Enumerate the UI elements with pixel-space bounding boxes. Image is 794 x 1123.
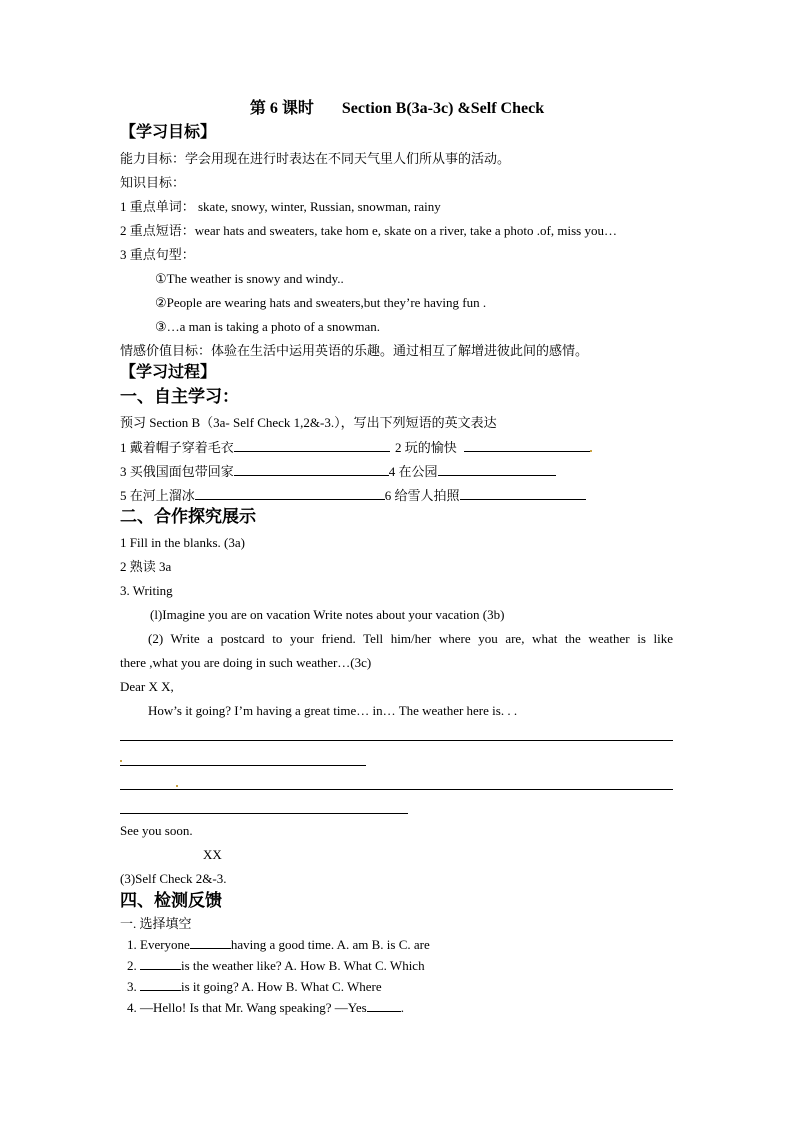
key-sentence-1: ①The weather is snowy and windy.. (155, 271, 344, 286)
writing-line-4 (120, 813, 408, 814)
lesson-number: 第 6 课时 (249, 100, 314, 117)
key-words: 1 重点单词： skate, snowy, winter, Russian, snowman, rainy (120, 199, 441, 214)
task-2: 2 熟读 3a (120, 559, 172, 574)
emotion-goal: 情感价值目标：体验在生活中运用英语的乐趣。通过相互了解增进彼此间的感情。 (120, 343, 589, 358)
phrase-6: 6 给雪人拍照 (384, 488, 460, 503)
ability-goal: 能力目标：学会用现在进行时表达在不同天气里人们所从事的活动。 (120, 151, 511, 166)
question-2-options: is the weather like? A. How B. What C. Which (181, 958, 425, 973)
question-4-end: . (400, 1000, 404, 1015)
phrase-3-blank (234, 462, 389, 476)
ink-speck (176, 785, 178, 787)
task-3: 3. Writing (120, 583, 173, 598)
writing-line-1 (120, 740, 673, 741)
feedback-header: 四、检测反馈 (120, 891, 222, 910)
phrase-5: 5 在河上溜冰 (120, 488, 195, 503)
question-2-blank (140, 956, 181, 970)
postcard-body: How’s it going? I’m having a great time… in… The weather here is. . . (148, 703, 518, 718)
key-sentence-2: ②People are wearing hats and sweaters,but they’re having fun . (155, 295, 487, 310)
phrase-2-blank (464, 438, 592, 452)
page-title (0, 100, 794, 118)
writing-task-2-line2: there ,what you are doing in such weather…(3c) (120, 655, 372, 670)
writing-line-2 (120, 765, 366, 766)
phrase-6-blank (460, 486, 586, 500)
goals-header: 【学习目标】 (120, 124, 217, 141)
key-sentence-3: ③…a man is taking a photo of a snowman. (155, 319, 381, 334)
task-1: 1 Fill in the blanks. (3a) (120, 535, 245, 550)
phrase-1: 1 戴着帽子穿着毛衣 (120, 440, 234, 455)
part2-header: 二、合作探究展示 (120, 507, 256, 526)
question-2 (127, 956, 425, 975)
question-3-number: 3. (127, 979, 140, 994)
question-2-number: 2. (127, 958, 140, 973)
phrase-row-2 (120, 462, 556, 481)
question-4 (127, 998, 404, 1017)
question-4-blank (367, 998, 401, 1012)
phrase-4: 4 在公园 (388, 464, 438, 479)
ink-speck (590, 450, 592, 452)
postcard-closing: See you soon. (120, 823, 193, 838)
phrase-1-blank (234, 438, 390, 452)
question-3-blank (140, 977, 181, 991)
question-1-stem: 1. Everyone (127, 937, 190, 952)
part1-header: 一、自主学习： (120, 387, 239, 406)
section-name: Section B(3a-3c) &Self Check (341, 100, 545, 117)
writing-task-2-line1: (2) Write a postcard to your friend. Tell him/her where you are, what the weather is like (148, 631, 673, 646)
phrase-row-1 (120, 438, 592, 457)
self-check: (3)Self Check 2&-3. (120, 871, 227, 886)
postcard-signature: XX (203, 847, 222, 862)
knowledge-goal-label: 知识目标： (120, 175, 186, 190)
phrase-5-blank (195, 486, 385, 500)
writing-task-1: (l)Imagine you are on vacation Write notes about your vacation (3b) (150, 607, 505, 622)
feedback-subheader: 一. 选择填空 (120, 916, 192, 931)
phrase-2: 2 玩的愉快 (395, 440, 457, 455)
key-sentences-label: 3 重点句型： (120, 247, 195, 262)
process-header: 【学习过程】 (120, 364, 217, 381)
phrase-row-3 (120, 486, 586, 505)
postcard-greeting: Dear X X, (120, 679, 174, 694)
question-3 (127, 977, 382, 996)
phrase-3: 3 买俄国面包带回家 (120, 464, 234, 479)
question-3-options: is it going? A. How B. What C. Where (181, 979, 382, 994)
question-1 (127, 935, 430, 954)
ink-speck (120, 760, 122, 762)
writing-line-3 (120, 789, 673, 790)
phrase-4-blank (438, 462, 556, 476)
question-1-options: having a good time. A. am B. is C. are (230, 937, 430, 952)
preview-instruction: 预习 Section B（3a- Self Check 1,2&-3.），写出下列短语的英文表达 (120, 415, 497, 430)
question-4-stem: 4. —Hello! Is that Mr. Wang speaking? —Yes (127, 1000, 367, 1015)
key-phrases: 2 重点短语：wear hats and sweaters, take hom e, skate on a river, take a photo .of, miss you… (120, 223, 617, 238)
question-1-blank (190, 935, 231, 949)
